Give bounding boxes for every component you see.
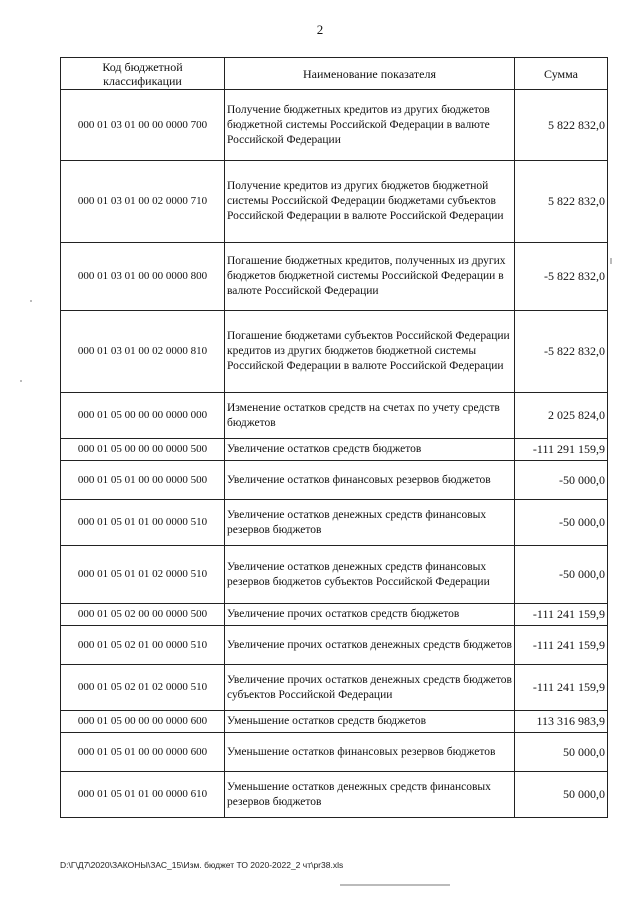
scan-mark bbox=[610, 258, 612, 264]
cell-name: Увеличение остатков денежных средств финансовых резервов бюджетов bbox=[225, 500, 515, 546]
cell-sum: 50 000,0 bbox=[515, 772, 608, 818]
table-row bbox=[61, 665, 608, 711]
table-row bbox=[61, 500, 608, 546]
cell-name: Получение бюджетных кредитов из других бюджетов бюджетной системы Российской Федерации в валюте Российской Федерации bbox=[225, 90, 515, 161]
table-row bbox=[61, 626, 608, 665]
cell-name: Увеличение прочих остатков средств бюджетов bbox=[225, 604, 515, 626]
cell-code: 000 01 05 01 00 00 0000 500 bbox=[61, 461, 225, 500]
cell-name: Погашение бюджетных кредитов, полученных из других бюджетов бюджетной системы Российской Федерации в валюте Российской Федерации bbox=[225, 243, 515, 311]
cell-code: 000 01 03 01 00 00 0000 700 bbox=[61, 90, 225, 161]
cell-name: Погашение бюджетами субъектов Российской Федерации кредитов из других бюджетов бюджетной системы Российской Федерации в валюте Российской Федерации bbox=[225, 311, 515, 393]
budget-sources-table bbox=[60, 57, 608, 818]
table-row bbox=[61, 604, 608, 626]
cell-sum: 50 000,0 bbox=[515, 733, 608, 772]
cell-code: 000 01 03 01 00 02 0000 810 bbox=[61, 311, 225, 393]
cell-sum: -111 241 159,9 bbox=[515, 665, 608, 711]
table-row bbox=[61, 90, 608, 161]
scan-mark bbox=[20, 380, 22, 382]
table-row bbox=[61, 243, 608, 311]
cell-sum: -50 000,0 bbox=[515, 546, 608, 604]
cell-code: 000 01 05 01 01 00 0000 510 bbox=[61, 500, 225, 546]
page-number: 2 bbox=[316, 22, 324, 37]
cell-sum: 2 025 824,0 bbox=[515, 393, 608, 439]
cell-name: Уменьшение остатков средств бюджетов bbox=[225, 711, 515, 733]
cell-sum: 113 316 983,9 bbox=[515, 711, 608, 733]
header-code: Код бюджетной классификации bbox=[61, 58, 225, 90]
cell-name: Увеличение остатков финансовых резервов бюджетов bbox=[225, 461, 515, 500]
table-row bbox=[61, 733, 608, 772]
header-sum: Сумма bbox=[515, 58, 608, 90]
table-row bbox=[61, 311, 608, 393]
cell-name: Уменьшение остатков денежных средств финансовых резервов бюджетов bbox=[225, 772, 515, 818]
header-name: Наименование показателя bbox=[225, 58, 515, 90]
cell-sum: -111 241 159,9 bbox=[515, 604, 608, 626]
cell-sum: 5 822 832,0 bbox=[515, 90, 608, 161]
cell-sum: -111 241 159,9 bbox=[515, 626, 608, 665]
cell-name: Увеличение остатков денежных средств финансовых резервов бюджетов субъектов Российской Федерации bbox=[225, 546, 515, 604]
cell-name: Увеличение остатков средств бюджетов bbox=[225, 439, 515, 461]
table-row bbox=[61, 461, 608, 500]
cell-sum: -5 822 832,0 bbox=[515, 311, 608, 393]
cell-sum: -50 000,0 bbox=[515, 500, 608, 546]
cell-code: 000 01 05 01 01 00 0000 610 bbox=[61, 772, 225, 818]
cell-sum: -5 822 832,0 bbox=[515, 243, 608, 311]
table-row bbox=[61, 772, 608, 818]
cell-code: 000 01 03 01 00 02 0000 710 bbox=[61, 161, 225, 243]
cell-code: 000 01 05 02 00 00 0000 500 bbox=[61, 604, 225, 626]
cell-name: Изменение остатков средств на счетах по учету средств бюджетов bbox=[225, 393, 515, 439]
table-row bbox=[61, 546, 608, 604]
cell-name: Увеличение прочих остатков денежных средств бюджетов субъектов Российской Федерации bbox=[225, 665, 515, 711]
table-row bbox=[61, 711, 608, 733]
table-row bbox=[61, 161, 608, 243]
cell-code: 000 01 05 01 01 02 0000 510 bbox=[61, 546, 225, 604]
cell-code: 000 01 05 02 01 02 0000 510 bbox=[61, 665, 225, 711]
cell-name: Увеличение прочих остатков денежных средств бюджетов bbox=[225, 626, 515, 665]
cell-code: 000 01 05 00 00 00 0000 000 bbox=[61, 393, 225, 439]
file-path-footer: D:\Г\Д7\2020\ЗАКОНЫ\ЗАС_15\Изм. бюджет ТО 2020-2022_2 чт\pr38.xls bbox=[60, 860, 344, 870]
cell-sum: -50 000,0 bbox=[515, 461, 608, 500]
cell-code: 000 01 05 01 00 00 0000 600 bbox=[61, 733, 225, 772]
cell-code: 000 01 05 00 00 00 0000 500 bbox=[61, 439, 225, 461]
scan-mark bbox=[30, 300, 32, 302]
table-row bbox=[61, 439, 608, 461]
cell-code: 000 01 03 01 00 00 0000 800 bbox=[61, 243, 225, 311]
cell-sum: -111 291 159,9 bbox=[515, 439, 608, 461]
cell-name: Получение кредитов из других бюджетов бюджетной системы Российской Федерации бюджетами субъектов Российской Федерации в валюте Российской Федерации bbox=[225, 161, 515, 243]
cell-code: 000 01 05 00 00 00 0000 600 bbox=[61, 711, 225, 733]
table-row bbox=[61, 393, 608, 439]
cell-name: Уменьшение остатков финансовых резервов бюджетов bbox=[225, 733, 515, 772]
cell-sum: 5 822 832,0 bbox=[515, 161, 608, 243]
cell-code: 000 01 05 02 01 00 0000 510 bbox=[61, 626, 225, 665]
table-header-row bbox=[61, 58, 608, 90]
scan-mark bbox=[340, 884, 450, 886]
